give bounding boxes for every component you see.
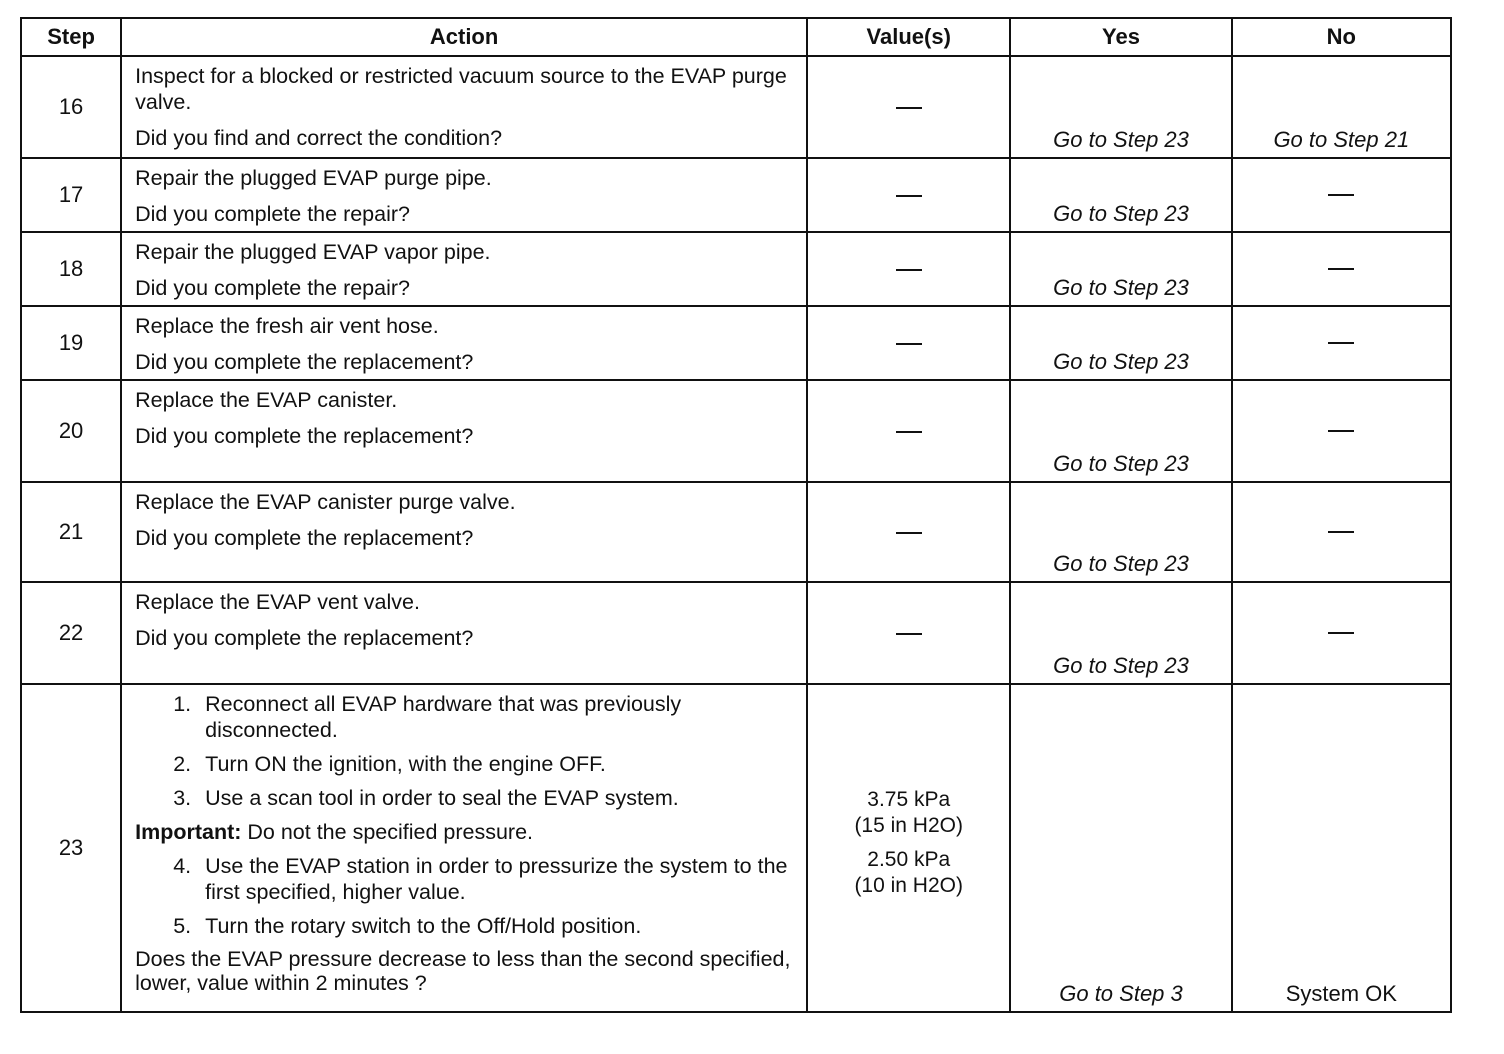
dash: [1328, 531, 1354, 533]
step-number: 19: [21, 306, 121, 380]
pressure-value: [808, 847, 1009, 899]
step-number: 18: [21, 232, 121, 306]
action-text: Inspect for a blocked or restricted vacuum source to the EVAP purge valve.: [135, 64, 787, 114]
instruction-list: [135, 853, 796, 939]
no-cell: [1232, 306, 1451, 380]
step-number: 23: [21, 684, 121, 1012]
header-values: Value(s): [807, 18, 1010, 56]
action-text: Repair the plugged EVAP purge pipe.: [135, 166, 492, 190]
no-cell: System OK: [1232, 684, 1451, 1012]
dash: [896, 431, 922, 433]
header-no: No: [1232, 18, 1451, 56]
list-item: [135, 691, 796, 743]
yes-cell: Go to Step 23: [1010, 158, 1231, 232]
value-cell: [807, 380, 1010, 482]
instruction-list: [135, 691, 796, 811]
table-row: [21, 56, 1451, 158]
item-number: 5.: [173, 914, 192, 938]
yes-cell: Go to Step 23: [1010, 582, 1231, 684]
item-text: Turn the rotary switch to the Off/Hold position.: [205, 914, 642, 938]
step-number: 16: [21, 56, 121, 158]
important-text: Do not the specified pressure.: [241, 820, 534, 844]
action-text: Replace the EVAP vent valve.: [135, 590, 420, 614]
yes-cell: Go to Step 23: [1010, 56, 1231, 158]
action-text: Replace the EVAP canister.: [135, 388, 398, 412]
action-question: Did you complete the replacement?: [135, 526, 474, 550]
action-question: Did you complete the replacement?: [135, 424, 474, 448]
value-cell: [807, 232, 1010, 306]
no-cell: [1232, 482, 1451, 582]
item-text: Reconnect all EVAP hardware that was previously disconnected.: [205, 692, 682, 742]
yes-cell: Go to Step 23: [1010, 482, 1231, 582]
yes-cell: Go to Step 23: [1010, 380, 1231, 482]
table-row: [21, 380, 1451, 482]
action-cell: [121, 158, 807, 232]
value-cell: [807, 684, 1010, 1012]
step-number: 20: [21, 380, 121, 482]
table-row: [21, 482, 1451, 582]
action-question: Did you find and correct the condition?: [135, 126, 503, 150]
table-row-step-23: [21, 684, 1451, 1012]
list-item: [135, 785, 796, 811]
action-cell: [121, 482, 807, 582]
header-action: Action: [121, 18, 807, 56]
yes-cell: Go to Step 23: [1010, 232, 1231, 306]
no-cell: [1232, 582, 1451, 684]
header-row: [21, 18, 1451, 56]
item-text: Turn ON the ignition, with the engine OFF.: [205, 752, 606, 776]
dash: [896, 633, 922, 635]
pressure-values: [808, 787, 1009, 899]
dash: [896, 107, 922, 109]
action-cell: [121, 56, 807, 158]
dash: [1328, 632, 1354, 634]
important-label: Important:: [135, 820, 242, 844]
pressure-line: (15 in H2O): [854, 814, 963, 837]
item-number: 2.: [173, 752, 192, 776]
dash: [896, 532, 922, 534]
important-note: [135, 819, 796, 845]
value-cell: [807, 306, 1010, 380]
dash: [1328, 268, 1354, 270]
action-question: Does the EVAP pressure decrease to less than the second specified, lower, value within 2 minutes ?: [135, 947, 791, 995]
action-text: Replace the fresh air vent hose.: [135, 314, 439, 338]
yes-cell: Go to Step 23: [1010, 306, 1231, 380]
value-cell: [807, 482, 1010, 582]
dash: [896, 195, 922, 197]
no-cell: [1232, 158, 1451, 232]
item-number: 4.: [173, 854, 192, 878]
no-cell: Go to Step 21: [1232, 56, 1451, 158]
item-text: Use the EVAP station in order to pressurize the system to the first specified, higher value.: [205, 854, 788, 904]
step-number: 22: [21, 582, 121, 684]
action-question: Did you complete the replacement?: [135, 626, 474, 650]
diagnostic-table: [20, 17, 1452, 1013]
dash: [896, 269, 922, 271]
action-text: Repair the plugged EVAP vapor pipe.: [135, 240, 491, 264]
table-row: [21, 306, 1451, 380]
table-row: [21, 158, 1451, 232]
no-cell: [1232, 380, 1451, 482]
action-cell: [121, 684, 807, 1012]
action-question: Did you complete the repair?: [135, 202, 410, 226]
table-row: [21, 232, 1451, 306]
pressure-line: (10 in H2O): [854, 874, 963, 897]
action-cell: [121, 232, 807, 306]
value-cell: [807, 158, 1010, 232]
pressure-value: [808, 787, 1009, 839]
item-text: Use a scan tool in order to seal the EVAP system.: [205, 786, 679, 810]
dash: [1328, 430, 1354, 432]
step-number: 17: [21, 158, 121, 232]
action-question: Did you complete the replacement?: [135, 350, 474, 374]
action-text: Replace the EVAP canister purge valve.: [135, 490, 516, 514]
step-number: 21: [21, 482, 121, 582]
item-number: 1.: [173, 692, 192, 716]
item-number: 3.: [173, 786, 192, 810]
no-cell: [1232, 232, 1451, 306]
yes-cell: Go to Step 3: [1010, 684, 1231, 1012]
dash: [896, 343, 922, 345]
dash: [1328, 194, 1354, 196]
table-row: [21, 582, 1451, 684]
action-cell: [121, 582, 807, 684]
value-cell: [807, 56, 1010, 158]
action-cell: [121, 380, 807, 482]
action-question: Did you complete the repair?: [135, 276, 410, 300]
header-step: Step: [21, 18, 121, 56]
action-cell: [121, 306, 807, 380]
list-item: [135, 853, 796, 905]
list-item: [135, 913, 796, 939]
header-yes: Yes: [1010, 18, 1231, 56]
dash: [1328, 342, 1354, 344]
value-cell: [807, 582, 1010, 684]
list-item: [135, 751, 796, 777]
pressure-line: 3.75 kPa: [867, 788, 951, 811]
pressure-line: 2.50 kPa: [867, 848, 951, 871]
